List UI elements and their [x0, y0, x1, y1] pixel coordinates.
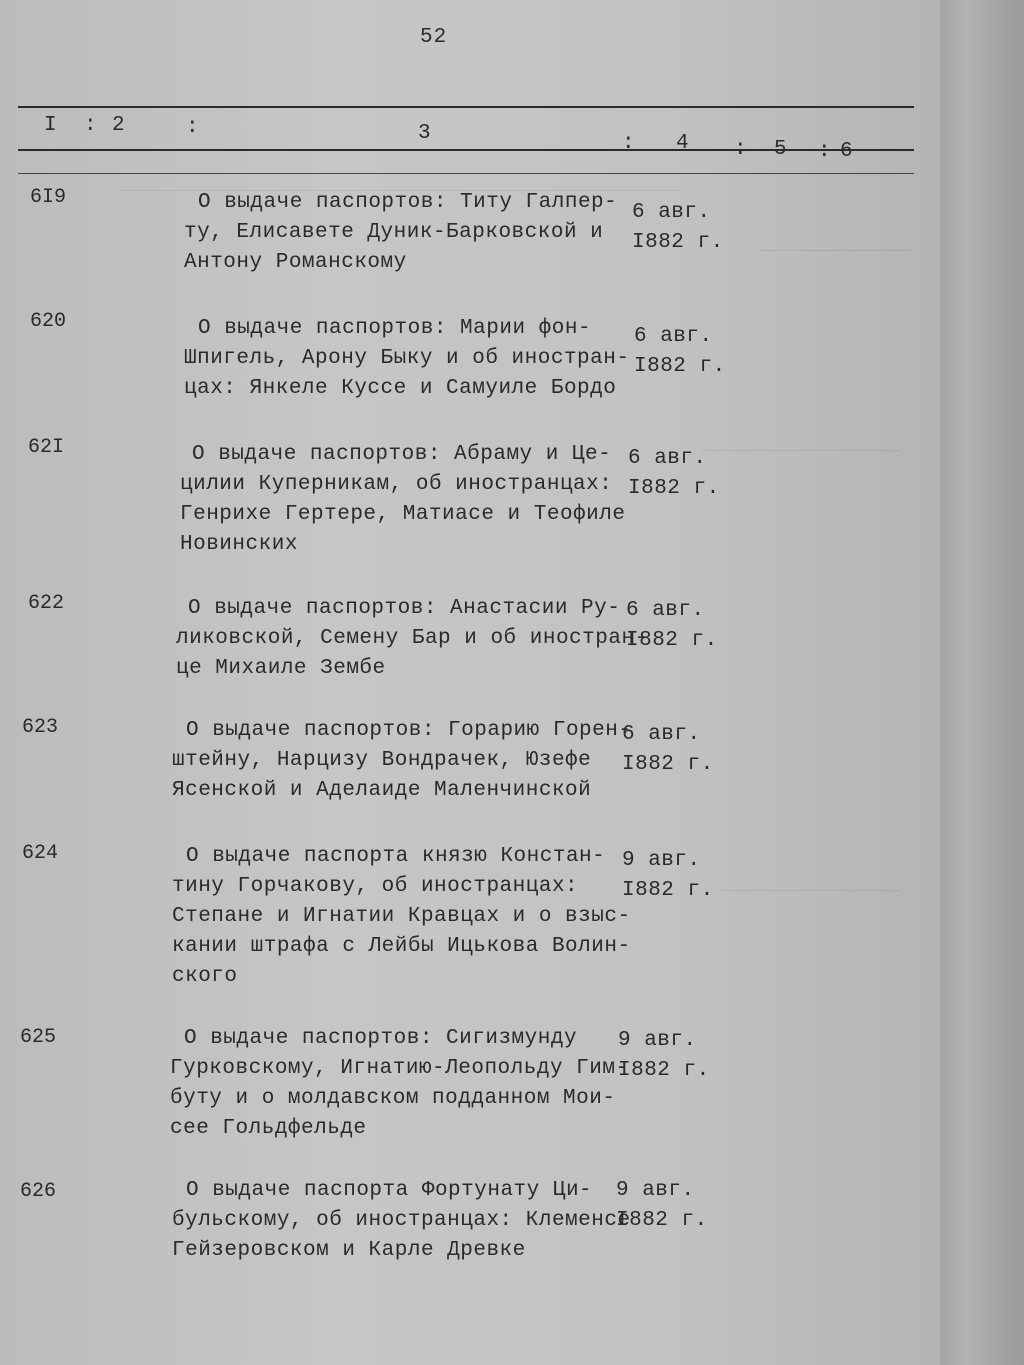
column-header: 5: [774, 138, 787, 161]
entry-line: ликовской, Семену Бар и об иностран-: [176, 627, 648, 650]
entry-date-year: I882 г.: [632, 231, 724, 254]
entry-line: О выдаче паспортов: Сигизмунду: [184, 1027, 578, 1050]
entry-date-day: 9 авг.: [616, 1179, 695, 1202]
column-separator: :: [734, 138, 747, 161]
entry-description: [170, 1024, 629, 1144]
column-header: I: [44, 114, 57, 137]
header-rule-top: [18, 106, 914, 108]
column-separator: :: [186, 116, 199, 139]
header-rule-lower: [18, 173, 914, 174]
entry-date: [634, 322, 726, 382]
entry-date-year: I882 г.: [628, 477, 720, 500]
entry-number: 6I9: [30, 186, 67, 209]
entry-number: 62I: [28, 436, 65, 459]
column-separator: :: [818, 140, 831, 163]
entry-line: тину Горчакову, об иностранцах:: [172, 875, 579, 898]
entry-number: 622: [28, 592, 65, 615]
entry-line: Ясенской и Аделаиде Маленчинской: [172, 779, 592, 802]
entry-line: кании штрафа с Лейбы Ицькова Волин-: [172, 935, 631, 958]
entry-number: 625: [20, 1026, 57, 1049]
entry-date-year: I882 г.: [634, 355, 726, 378]
entry-description: [184, 188, 617, 278]
entry-line: О выдаче паспортов: Абраму и Це-: [192, 443, 612, 466]
entry-date-year: I882 г.: [616, 1209, 708, 1232]
page-edge: [940, 0, 1024, 1365]
entry-number: 620: [30, 310, 67, 333]
entry-line: О выдаче паспортов: Анастасии Ру-: [188, 597, 621, 620]
entry-line: цилии Куперникам, об иностранцах:: [180, 473, 613, 496]
entry-line: Гурковскому, Игнатию-Леопольду Гим-: [170, 1057, 629, 1080]
column-header: 3: [418, 122, 431, 145]
column-separator: :: [622, 132, 635, 155]
entry-line: Антону Романскому: [184, 251, 407, 274]
entry-date: [622, 720, 714, 780]
entry-line: бульскому, об иностранцах: Клеменсе: [172, 1209, 631, 1232]
entry-date: [618, 1026, 710, 1086]
entry-line: О выдаче паспортов: Горарию Горен-: [186, 719, 632, 742]
entry-line: О выдаче паспортов: Марии фон-: [198, 317, 592, 340]
entry-line: Генрихе Гертере, Матиасе и Теофиле: [180, 503, 626, 526]
column-separator: :: [84, 114, 97, 137]
column-header: 4: [676, 132, 689, 155]
entry-date-day: 9 авг.: [622, 849, 701, 872]
entry-line: О выдаче паспортов: Титу Галпер-: [198, 191, 618, 214]
entry-date-day: 6 авг.: [628, 447, 707, 470]
entry-line: цах: Янкеле Куссе и Самуиле Бордо: [184, 377, 617, 400]
entry-description: [172, 716, 631, 806]
column-header: 6: [840, 140, 853, 163]
entry-date-day: 6 авг.: [632, 201, 711, 224]
entry-line: Новинских: [180, 533, 298, 556]
entry-line: ту, Елисавете Дуник-Барковской и: [184, 221, 604, 244]
entry-number: 623: [22, 716, 59, 739]
entry-line: штейну, Нарцизу Вондрачек, Юзефе: [172, 749, 592, 772]
entry-date-year: I882 г.: [618, 1059, 710, 1082]
entry-description: [172, 1176, 631, 1266]
entry-description: [180, 440, 625, 560]
entry-date: [622, 846, 714, 906]
entry-line: О выдаче паспорта Фортунату Ци-: [186, 1179, 593, 1202]
entry-date-year: I882 г.: [626, 629, 718, 652]
entry-line: Степане и Игнатии Кравцах и о взыс-: [172, 905, 631, 928]
entry-date: [616, 1176, 708, 1236]
entry-line: Гейзеровском и Карле Древке: [172, 1239, 526, 1262]
entry-description: [172, 842, 631, 992]
entry-description: [176, 594, 648, 684]
entry-line: сее Гольдфельде: [170, 1117, 367, 1140]
column-header: 2: [112, 114, 125, 137]
entry-line: Шпигель, Арону Быку и об иностран-: [184, 347, 630, 370]
entry-line: ского: [172, 965, 238, 988]
entry-date: [628, 444, 720, 504]
entry-date-day: 6 авг.: [622, 723, 701, 746]
entry-date: [632, 198, 724, 258]
entry-line: О выдаче паспорта князю Констан-: [186, 845, 606, 868]
entry-date-day: 6 авг.: [634, 325, 713, 348]
entry-date-year: I882 г.: [622, 879, 714, 902]
entry-date: [626, 596, 718, 656]
entry-number: 626: [20, 1180, 57, 1203]
entry-line: буту и о молдавском подданном Мои-: [170, 1087, 616, 1110]
entry-date-day: 9 авг.: [618, 1029, 697, 1052]
entry-number: 624: [22, 842, 59, 865]
entry-date-year: I882 г.: [622, 753, 714, 776]
page-number: 52: [420, 26, 448, 49]
entry-date-day: 6 авг.: [626, 599, 705, 622]
entry-description: [184, 314, 629, 404]
entry-line: це Михаиле Зембе: [176, 657, 386, 680]
